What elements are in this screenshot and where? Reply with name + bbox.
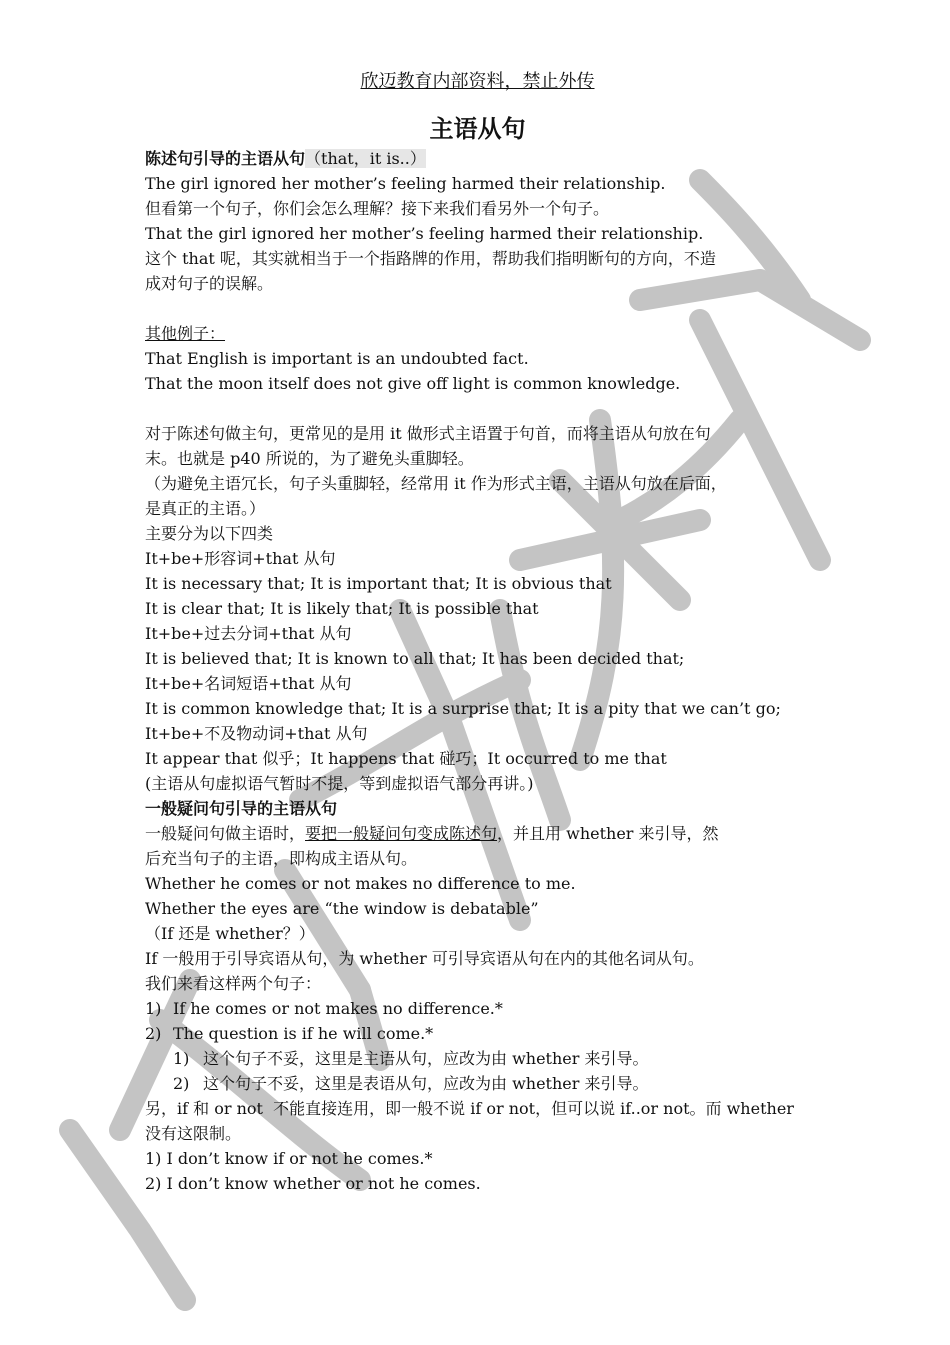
- document-page: [145, 68, 810, 1196]
- text-line: 这个 that 呢，其实就相当于一个指路牌的作用，帮助我们指明断句的方向，不造: [145, 249, 716, 268]
- example-line: 2) I don’t know whether or not he comes.: [145, 1174, 481, 1193]
- text-line: 没有这限制。: [145, 1124, 242, 1143]
- pattern-line: It+be+形容词+that 从句: [145, 549, 336, 568]
- section-heading-declarative: 陈述句引导的主语从句（that，it is..）: [145, 149, 426, 168]
- examples-label: 其他例子：: [145, 324, 226, 343]
- example-line: That the moon itself does not give off light is common knowledge.: [145, 374, 681, 393]
- text-line: 但看第一个句子，你们会怎么理解？接下来我们看另外一个句子。: [145, 199, 610, 218]
- text-line: The girl ignored her mother’s feeling harmed their relationship.: [145, 174, 666, 193]
- text-line: 另，if 和 or not 不能直接连用，即一般不说 if or not，但可以说 if..or not。而 whether: [145, 1099, 794, 1118]
- list-item: 1) If he comes or not makes no difference.*: [145, 999, 503, 1018]
- pattern-example: It is believed that; It is known to all that; It has been decided that;: [145, 649, 685, 668]
- text-line: 主要分为以下四类: [145, 524, 274, 543]
- pattern-line: It+be+不及物动词+that 从句: [145, 724, 368, 743]
- text-line: 一般疑问句做主语时，要把一般疑问句变成陈述句，并且用 whether 来引导，然: [145, 824, 719, 843]
- text-line: Whether the eyes are “the window is debatable”: [145, 899, 539, 918]
- sub-list-item: 2) 这个句子不妥，这里是表语从句，应改为由 whether 来引导。: [173, 1074, 649, 1093]
- pattern-line: It+be+过去分词+that 从句: [145, 624, 352, 643]
- text-line: 是真正的主语。）: [145, 499, 266, 518]
- note-line: (主语从句虚拟语气暂时不提，等到虚拟语气部分再讲。): [145, 774, 534, 793]
- page-title: 主语从句: [429, 115, 526, 143]
- text-line: （为避免主语冗长，句子头重脚轻，经常用 it 作为形式主语，主语从句放在后面，: [145, 474, 727, 493]
- pattern-example: It appear that 似乎；It happens that 碰巧；It occurred to me that: [145, 749, 667, 768]
- sub-list-item: 1) 这个句子不妥，这里是主语从句，应改为由 whether 来引导。: [173, 1049, 649, 1068]
- pattern-line: It+be+名词短语+that 从句: [145, 674, 352, 693]
- text-line: Whether he comes or not makes no difference to me.: [145, 874, 576, 893]
- page-header: 欣迈教育内部资料，禁止外传: [360, 71, 595, 92]
- pattern-example: It is common knowledge that; It is a surprise that; It is a pity that we can’t go;: [145, 699, 781, 718]
- list-item: 2) The question is if he will come.*: [145, 1024, 434, 1043]
- underlined-phrase: 要把一般疑问句变成陈述句: [305, 824, 498, 843]
- text-line: 对于陈述句做主句，更常见的是用 it 做形式主语置于句首，而将主语从句放在句: [145, 424, 711, 443]
- text-line: That the girl ignored her mother’s feeling harmed their relationship.: [145, 224, 704, 243]
- pattern-example: It is necessary that; It is important that; It is obvious that: [145, 574, 612, 593]
- text-line: 我们来看这样两个句子：: [145, 974, 322, 993]
- example-line: 1) I don’t know if or not he comes.*: [145, 1149, 433, 1168]
- example-line: That English is important is an undoubted fact.: [145, 349, 529, 368]
- text-line: 成对句子的误解。: [145, 274, 274, 293]
- pattern-example: It is clear that; It is likely that; It is possible that: [145, 599, 539, 618]
- text-line: 末。也就是 p40 所说的，为了避免头重脚轻。: [145, 449, 474, 468]
- text-line: If 一般用于引导宾语从句，为 whether 可引导宾语从句在内的其他名词从句。: [145, 949, 704, 968]
- text-line: （If 还是 whether？）: [145, 924, 315, 943]
- section-heading-general-question: 一般疑问句引导的主语从句: [145, 799, 338, 818]
- text-line: 后充当句子的主语，即构成主语从句。: [145, 849, 418, 868]
- heading-note: （that，it is..）: [305, 149, 426, 168]
